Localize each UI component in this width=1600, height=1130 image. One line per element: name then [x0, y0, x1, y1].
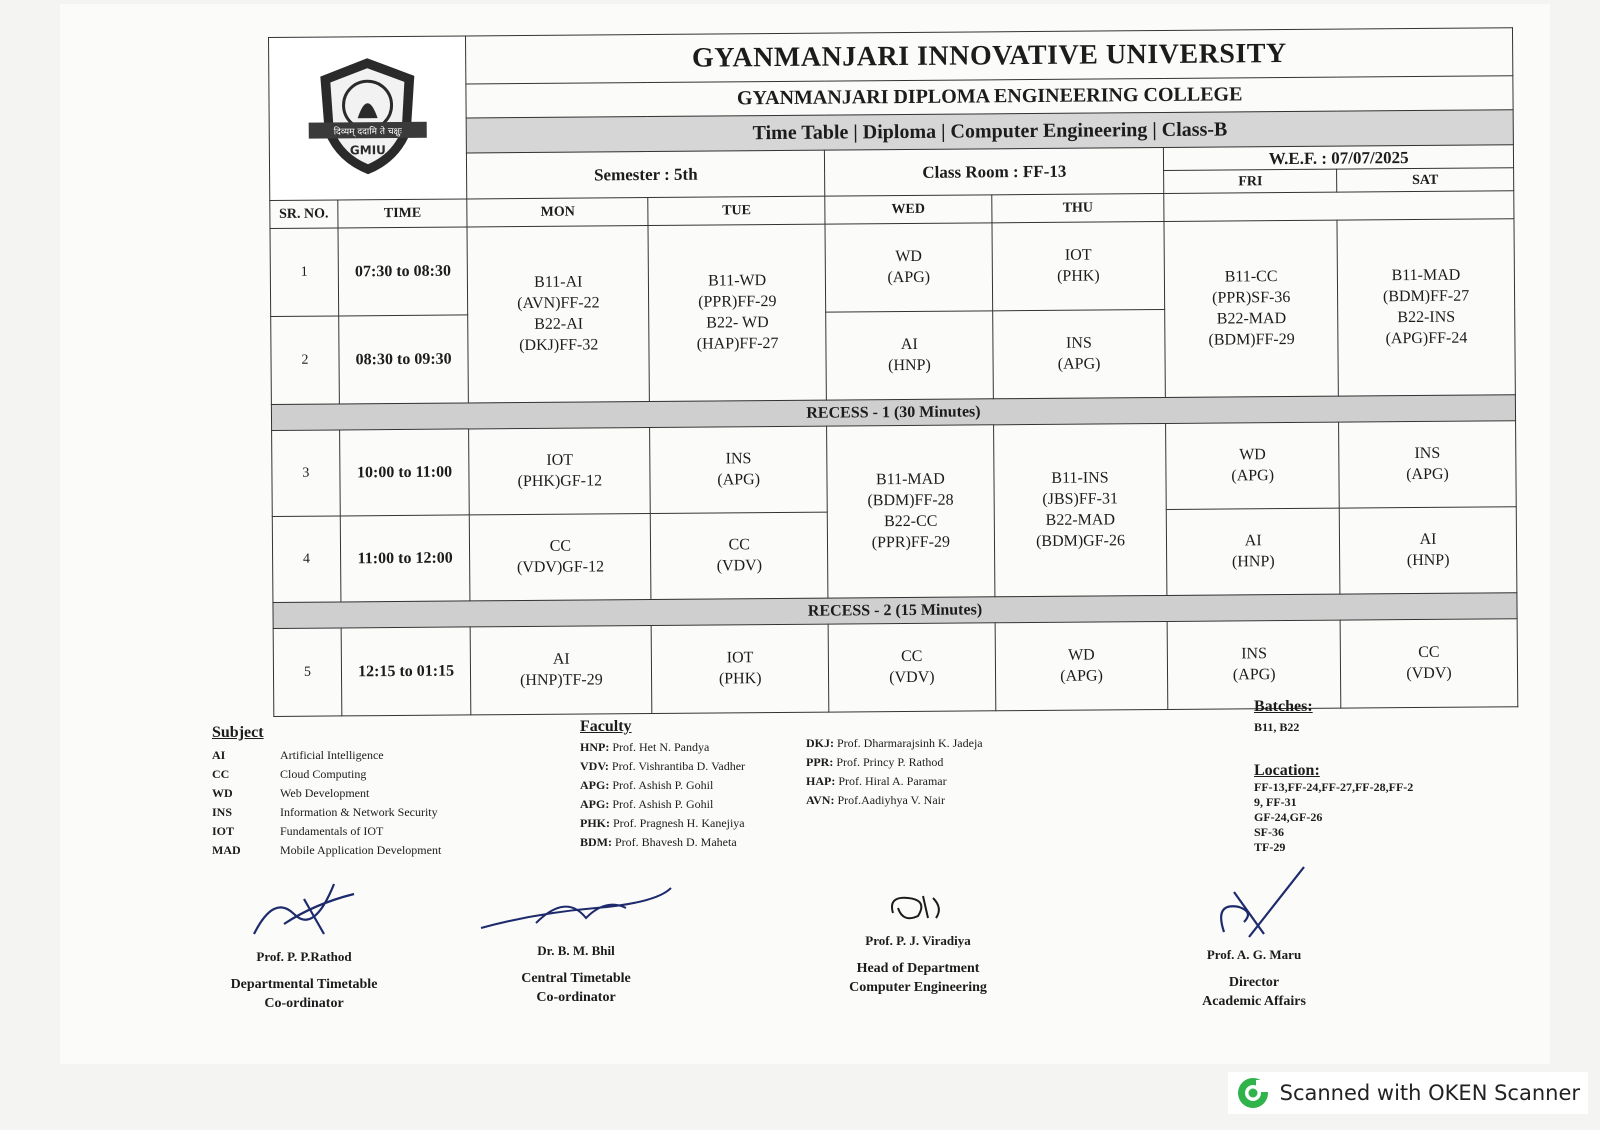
- lecture-line: (APG): [1057, 355, 1101, 373]
- col-time: TIME: [338, 199, 468, 227]
- lecture-line: (BDM)FF-29: [1208, 331, 1295, 349]
- lecture-cell: [1167, 508, 1340, 595]
- lecture-line: (VDV): [889, 669, 935, 687]
- lecture-cell: [1166, 422, 1339, 509]
- faculty-heading: Faculty: [580, 718, 632, 735]
- lecture-line: (PHK): [718, 670, 762, 688]
- timetable-title: Time Table | Diploma | Computer Engineering | Class-B: [467, 109, 1514, 153]
- lecture-cell: [1167, 620, 1340, 709]
- scanner-badge-text: Scanned with OKEN Scanner: [1279, 1081, 1580, 1105]
- lecture-line: (APG): [1232, 666, 1276, 684]
- col-sat: SAT: [1337, 168, 1514, 192]
- signature-mark: [1194, 862, 1314, 942]
- wef-label: W.E.F. : 07/07/2025: [1164, 145, 1514, 171]
- college-name: GYANMANJARI DIPLOMA ENGINEERING COLLEGE: [466, 76, 1513, 118]
- lecture-line: AI: [1419, 531, 1437, 549]
- lecture-line: (APG): [1406, 466, 1449, 484]
- lecture-line: (HNP): [1231, 553, 1275, 571]
- lecture-line: WD: [895, 248, 923, 266]
- period-time: 07:30 to 08:30: [338, 227, 468, 316]
- signature-mark: [878, 888, 958, 928]
- batches-heading: Batches:: [1254, 698, 1313, 715]
- period-time: 12:15 to 01:15: [341, 627, 471, 716]
- location-line: GF-24,GF-26: [1254, 810, 1323, 824]
- classroom-label: Class Room : FF-13: [825, 148, 1165, 197]
- col-thu: THU: [991, 194, 1164, 223]
- batches-block: [1254, 698, 1313, 735]
- lecture-cell: [828, 623, 995, 712]
- col-tue: TUE: [648, 197, 825, 226]
- lecture-cell: [1339, 507, 1517, 594]
- lecture-line: (HAP)FF-27: [696, 335, 779, 353]
- location-line: TF-29: [1254, 840, 1286, 854]
- lecture-cell: [1340, 619, 1518, 708]
- lecture-cell: [827, 425, 995, 598]
- faculty-legend: [580, 716, 745, 852]
- faculty-entry: VDV: Prof. Vishrantiba D. Vadher: [580, 759, 746, 773]
- lecture-line: (PPR)FF-29: [871, 533, 951, 552]
- signature-mark: [234, 874, 374, 944]
- faculty-entry: DKJ: Prof. Dharmarajsinh K. Jadeja: [806, 736, 983, 750]
- lecture-line: IOT: [546, 451, 574, 470]
- period-time: 08:30 to 09:30: [339, 315, 469, 404]
- faculty-entry: APG: Prof. Ashish P. Gohil: [580, 797, 714, 811]
- lecture-line: (VDV)GF-12: [516, 558, 605, 577]
- lecture-line: B11-INS: [1051, 469, 1109, 488]
- lecture-cell: [648, 224, 826, 401]
- document-page: [60, 4, 1550, 1064]
- lecture-line: WD: [1239, 446, 1266, 464]
- period-time: 11:00 to 12:00: [340, 515, 470, 602]
- lecture-line: (BDM)GF-26: [1035, 532, 1125, 551]
- signatory-3: Prof. P. J. Viradiya Head of Department Computer Engineering: [798, 888, 1038, 997]
- lecture-line: B11-AI: [534, 273, 583, 292]
- subject-legend: [212, 724, 441, 860]
- faculty-entry: PPR: Prof. Princy P. Rathod: [806, 755, 944, 769]
- batches-value: B11, B22: [1254, 720, 1300, 734]
- lecture-line: (APG): [1231, 467, 1275, 485]
- lecture-line: (AVN)FF-22: [517, 294, 600, 313]
- lecture-line: (APG): [1060, 667, 1103, 686]
- lecture-line: (PHK): [1056, 267, 1100, 285]
- lecture-line: B22- WD: [706, 314, 769, 332]
- lecture-line: INS: [1065, 334, 1092, 352]
- lecture-line: IOT: [726, 649, 754, 667]
- lecture-line: (APG)FF-24: [1385, 329, 1468, 348]
- location-line: 9, FF-31: [1254, 795, 1297, 809]
- subject-heading: Subject: [212, 724, 264, 741]
- svg-text:GMIU: GMIU: [350, 143, 387, 158]
- lecture-line: (VDV): [716, 557, 763, 575]
- lecture-cell: [992, 221, 1165, 310]
- lecture-line: CC: [549, 537, 572, 556]
- lecture-cell: [992, 309, 1165, 398]
- lecture-cell: [1164, 220, 1338, 397]
- lecture-line: AI: [900, 336, 918, 354]
- signatory-4: Prof. A. G. Maru Director Academic Affairs: [1134, 862, 1374, 1011]
- lecture-line: IOT: [1064, 246, 1092, 264]
- location-line: SF-36: [1254, 825, 1284, 839]
- lecture-line: CC: [901, 648, 923, 666]
- sr-number: 4: [272, 516, 341, 602]
- lecture-line: (HNP): [1406, 551, 1450, 570]
- lecture-line: (PPR)SF-36: [1212, 289, 1291, 307]
- lecture-line: (BDM)FF-28: [867, 491, 954, 510]
- lecture-line: B22-AI: [534, 315, 584, 334]
- lecture-cell: [467, 225, 649, 402]
- lecture-line: (HNP)TF-29: [519, 671, 603, 690]
- timetable: [268, 27, 1518, 717]
- lecture-line: AI: [552, 651, 570, 669]
- lecture-line: INS: [725, 450, 752, 468]
- lecture-line: B11-WD: [708, 272, 767, 290]
- lecture-cell: [825, 222, 992, 311]
- location-heading: Location:: [1254, 762, 1320, 779]
- col-fri: FRI: [1164, 169, 1337, 193]
- lecture-line: B22-MAD: [1216, 310, 1287, 328]
- university-name: GYANMANJARI INNOVATIVE UNIVERSITY: [466, 28, 1513, 84]
- lecture-line: WD: [1067, 646, 1095, 665]
- lecture-line: AI: [1244, 532, 1262, 550]
- header-spacer: [1164, 191, 1514, 221]
- lecture-cell: [995, 621, 1168, 710]
- lecture-cell: [993, 423, 1167, 596]
- lecture-line: CC: [728, 536, 750, 554]
- lecture-line: (APG): [717, 471, 761, 489]
- lecture-line: (APG): [887, 268, 931, 287]
- lecture-cell: [469, 427, 651, 514]
- recess-2: RECESS - 2 (15 Minutes): [273, 592, 1517, 628]
- lecture-line: (JBS)FF-31: [1042, 490, 1119, 509]
- sr-number: 3: [272, 430, 341, 516]
- signatory-1: Prof. P. P.Rathod Departmental Timetable Co-ordinator: [184, 874, 424, 1013]
- faculty-entry: APG: Prof. Ashish P. Gohil: [580, 778, 714, 792]
- signature-mark: [476, 878, 676, 938]
- faculty-entry: AVN: Prof.Aadiyhya V. Nair: [806, 793, 945, 807]
- col-wed: WED: [825, 195, 992, 224]
- lecture-cell: [1339, 421, 1517, 508]
- location-line: FF-13,FF-24,FF-27,FF-28,FF-2: [1254, 780, 1414, 794]
- sr-number: 1: [270, 228, 339, 317]
- university-logo-cell: [269, 36, 468, 201]
- col-mon: MON: [467, 198, 648, 227]
- lecture-line: B22-INS: [1397, 308, 1456, 327]
- lecture-line: CC: [1418, 644, 1440, 662]
- period-time: 10:00 to 11:00: [339, 429, 469, 516]
- subject-list: AI Artificial Intelligence CC Cloud Computing WD Web Development INS Information & Network Security IOT Fundamentals of IOT MAD Mobile Application Development: [212, 748, 442, 857]
- lecture-line: B22-CC: [883, 513, 938, 531]
- lecture-line: B11-MAD: [875, 470, 945, 489]
- university-logo: [302, 50, 433, 181]
- lecture-line: (PPR)FF-29: [698, 293, 777, 311]
- semester-label: Semester : 5th: [467, 150, 825, 199]
- lecture-line: B22-MAD: [1045, 511, 1116, 530]
- faculty-entry: BDM: Prof. Bhavesh D. Maheta: [580, 835, 737, 849]
- lecture-line: (HNP): [888, 356, 931, 375]
- lecture-cell: [651, 624, 828, 713]
- signatory-2: Dr. B. M. Bhil Central Timetable Co-ordinator: [456, 878, 696, 1007]
- sr-number: 2: [271, 316, 340, 405]
- svg-text:दिव्यम् ददामि ते चक्षुः: दिव्यम् ददामि ते चक्षुः: [333, 127, 403, 138]
- faculty-entry: HNP: Prof. Het N. Pandya: [580, 740, 710, 754]
- lecture-cell: [471, 625, 653, 715]
- lecture-cell: [1337, 218, 1515, 395]
- lecture-line: (DKJ)FF-32: [519, 336, 599, 355]
- lecture-line: INS: [1414, 445, 1441, 463]
- oken-scanner-icon: [1236, 1076, 1270, 1110]
- recess-1: RECESS - 1 (30 Minutes): [271, 394, 1515, 430]
- sr-number: 5: [273, 628, 342, 717]
- lecture-line: (PHK)GF-12: [517, 472, 603, 491]
- lecture-cell: [470, 513, 652, 600]
- lecture-cell: [650, 426, 827, 513]
- lecture-cell: [651, 512, 828, 599]
- lecture-line: B11-CC: [1224, 268, 1278, 286]
- faculty-entry: PHK: Prof. Pragnesh H. Kanejiya: [580, 816, 745, 830]
- location-block: [1254, 762, 1413, 855]
- lecture-line: (VDV): [1406, 665, 1452, 683]
- col-sr: SR. NO.: [270, 200, 338, 228]
- lecture-line: INS: [1241, 645, 1268, 663]
- lecture-line: (BDM)FF-27: [1382, 287, 1470, 306]
- scanner-badge: [1228, 1072, 1588, 1114]
- faculty-entry: HAP: Prof. Hiral A. Paramar: [806, 774, 947, 788]
- faculty-legend-2: [806, 734, 983, 810]
- lecture-line: B11-MAD: [1391, 266, 1461, 285]
- lecture-cell: [826, 310, 993, 399]
